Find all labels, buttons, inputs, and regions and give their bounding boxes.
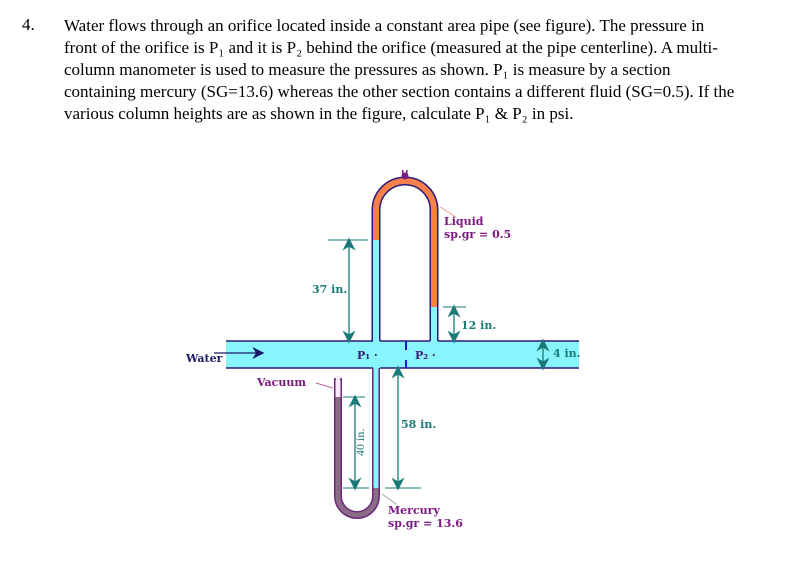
vacuum-callout bbox=[256, 376, 333, 389]
dim-12-label: 12 in. bbox=[461, 319, 497, 332]
dim-37-label: 37 in. bbox=[312, 283, 348, 296]
liquid-title: Liquid bbox=[444, 215, 484, 228]
p1-label: P₁ · bbox=[357, 349, 378, 362]
problem-number: 4. bbox=[22, 15, 35, 34]
problem-line-1: Water flows through an orifice located inside a constant area pipe (see figure). The pressure in bbox=[64, 16, 705, 35]
dim-40-label: 40 in. bbox=[353, 428, 367, 456]
problem-line-4: containing mercury (SG=13.6) whereas the other section contains a different fluid (SG=0.5). If the bbox=[64, 82, 735, 101]
liquid-sg: sp.gr = 0.5 bbox=[444, 228, 512, 241]
vacuum-label: Vacuum bbox=[257, 376, 306, 389]
p2-label: P₂ · bbox=[415, 349, 436, 362]
dimension-12in bbox=[443, 307, 496, 337]
problem-line-5: various column heights are as shown in the figure, calculate P₁ & P₂ in psi. bbox=[64, 104, 574, 123]
pipe bbox=[226, 341, 579, 368]
water-label: Water bbox=[186, 352, 223, 365]
mercury-title: Mercury bbox=[388, 504, 440, 517]
mercury-sg: sp.gr = 13.6 bbox=[388, 517, 463, 530]
problem-line-3: column manometer is used to measure the pressures as shown. P₁ is measure by a section bbox=[64, 60, 671, 79]
dim-58-label: 58 in. bbox=[401, 418, 437, 431]
dimension-58in bbox=[385, 372, 436, 488]
problem-line-2: front of the orifice is P₁ and it is P₂ behind the orifice (measured at the pipe centerline). A multi- bbox=[64, 38, 718, 57]
valve-icon bbox=[402, 170, 409, 180]
dimension-37in bbox=[312, 240, 368, 337]
dim-4-label: 4 in. bbox=[553, 347, 581, 360]
liquid-callout bbox=[440, 207, 511, 241]
inverted-u-tube bbox=[376, 170, 434, 341]
mercury-callout bbox=[382, 494, 463, 530]
dimension-40in bbox=[343, 397, 369, 488]
